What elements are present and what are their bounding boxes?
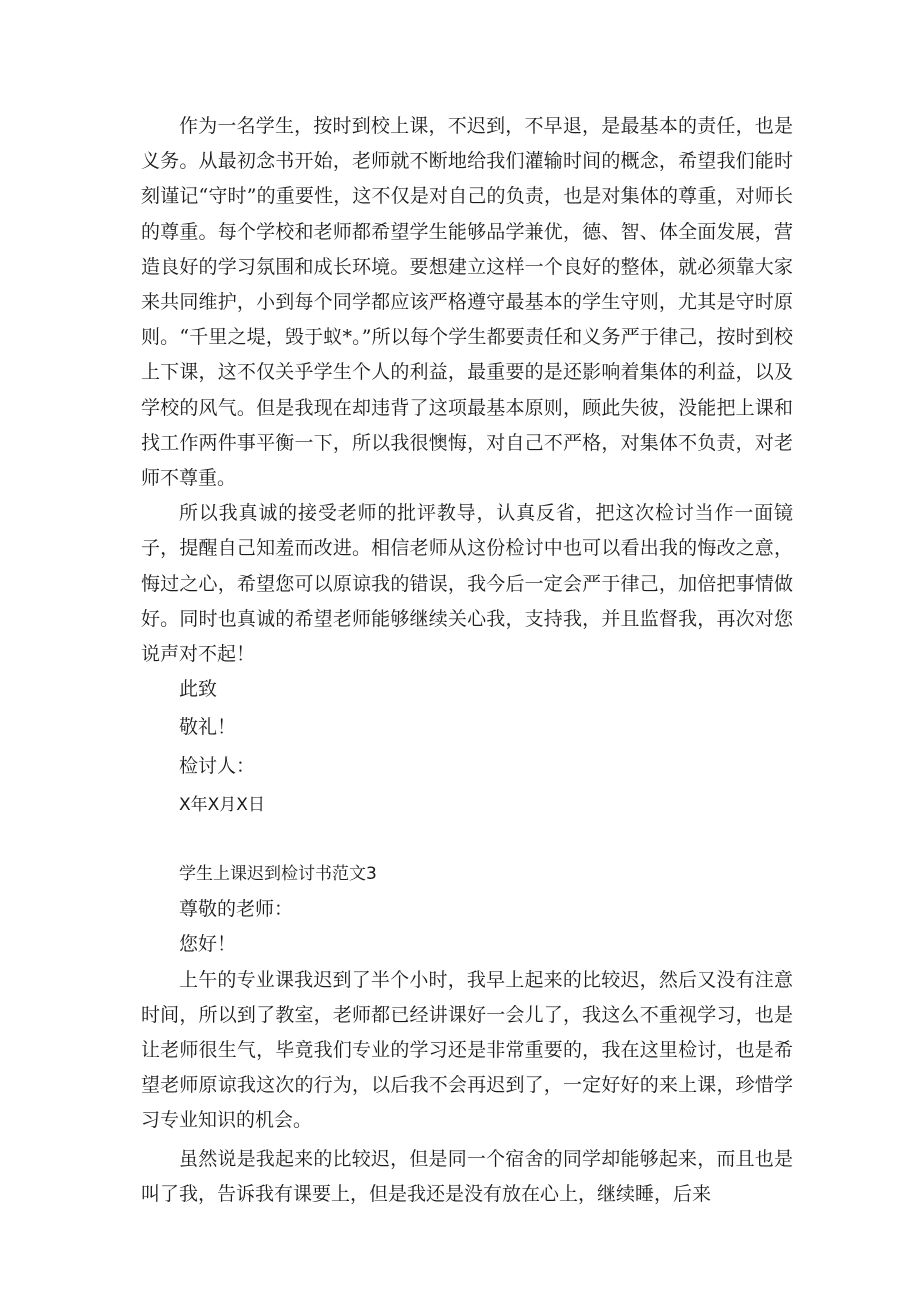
letter3-paragraph-1: 上午的专业课我迟到了半个小时，我早上起来的比较迟，然后又没有注意时间，所以到了教室，老师都已经讲课好一会儿了，我这么不重视学习，也是让老师很生气，毕竟我们专业的学习还是非常重要的，我在这里检讨，也是希望老师原谅我这次的行为，以后我不会再迟到了，一定好好的来上课，珍惜学习专业知识的机会。 xyxy=(141,968,793,1132)
salutation-line: 尊敬的老师： xyxy=(179,898,294,921)
document-body xyxy=(141,109,793,1212)
signer-line: 检讨人： xyxy=(179,754,256,777)
greeting-line: 您好！ xyxy=(179,933,237,956)
closing-line-1: 此致 xyxy=(179,678,218,701)
letter2-paragraph-1: 作为一名学生，按时到校上课，不迟到，不早退，是最基本的责任，也是义务。从最初念书开始，老师就不断地给我们灌输时间的概念，希望我们能时刻谨记“守时”的重要性，这不仅是对自己的负责，也是对集体的尊重，对师长的尊重。每个学校和老师都希望学生能够品学兼优，德、智、体全面发展，营造良好的学习氛围和成长环境。要想建立这样一个良好的整体，就必须靠大家来共同维护，小到每个同学都应该严格遵守最基本的学生守则，尤其是守时原则。“千里之堤，毁于蚁*。”所以每个学生都要责任和义务严于律己，按时到校上下课，这不仅关乎学生个人的利益，最重要的是还影响着集体的利益，以及学校的风气。但是我现在却违背了这项最基本原则，顾此失彼，没能把上课和找工作两件事平衡一下，所以我很懊悔，对自己不严格，对集体不负责，对老师不尊重。 xyxy=(141,115,793,490)
letter3-paragraph-2: 虽然说是我起来的比较迟，但是同一个宿舍的同学却能够起来，而且也是叫了我，告诉我有课要上，但是我还是没有放在心上，继续睡，后来 xyxy=(141,1147,793,1205)
letter2-paragraph-2: 所以我真诚的接受老师的批评教导，认真反省，把这次检讨当作一面镜子，提醒自己知羞而改进。相信老师从这份检讨中也可以看出我的悔改之意，悔过之心，希望您可以原谅我的错误，我今后一定会严于律己，加倍把事情做好。同时也真诚的希望老师能够继续关心我，支持我，并且监督我，再次对您说声对不起！ xyxy=(141,502,793,666)
date-line: X年X月X日 xyxy=(179,794,265,815)
section-title: 学生上课迟到检讨书范文3 xyxy=(179,864,377,885)
closing-line-2: 敬礼！ xyxy=(179,716,237,739)
